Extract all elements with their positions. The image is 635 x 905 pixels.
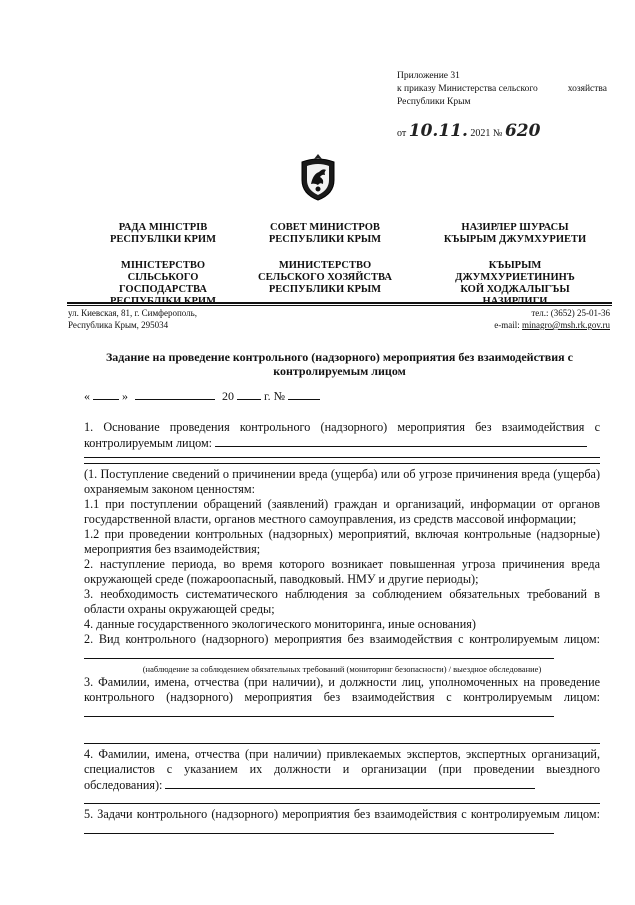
header-rule: [67, 302, 612, 304]
list-item: 2. наступление периода, во время которого возникает повышенная угроза причинения вреда окружающей среде (пожароопасный, паводковый. НМУ и другие периоды);: [84, 557, 600, 586]
experts-blank: [165, 777, 535, 789]
postal-address: ул. Киевская, 81, г. Симферополь, Республика Крым, 295034: [68, 308, 198, 330]
basis-blank: [215, 435, 587, 447]
list-item: 1.2 при проведении контрольных (надзорных) мероприятий, включая контрольные (надзорные) мероприятия без взаимодействия;: [84, 527, 600, 556]
email-link[interactable]: minagro@msh.rk.gov.ru: [522, 320, 610, 330]
list-item: 1.1 при поступлении обращений (заявлений) граждан и организаций, информации от органов государственной власти, органов местного самоуправления, из средств массовой информации;: [84, 497, 600, 526]
section-3: 3. Фамилии, имена, отчества (при наличии), и должности лиц, уполномоченных на проведение контрольного (надзорного) мероприятия без взаимодействия с контролируемым лицом:: [84, 675, 600, 721]
handwritten-number: 620: [504, 121, 541, 141]
appendix-line-3: Республики Крым: [397, 97, 471, 107]
appendix-line-2: к приказу Министерства сельского: [397, 84, 538, 94]
day-blank: [93, 387, 119, 400]
crimea-emblem-icon: [298, 152, 338, 202]
list-item: 3. необходимость систематического наблюдения за соблюдением обязательных требований в области охраны окружающей среды;: [84, 587, 600, 616]
header-russian: СОВЕТ МИНИСТРОВ РЕСПУБЛИКИ КРЫМ МИНИСТЕРСТВО СЕЛЬСКОГО ХОЗЯЙСТВА РЕСПУБЛИКИ КРЫМ: [258, 222, 392, 295]
date-number-line: « » 20 г. №: [84, 387, 320, 404]
section-1-options: [84, 463, 600, 721]
appendix-block: [397, 70, 607, 140]
section-2: 2. Вид контрольного (надзорного) мероприятия без взаимодействия с контролируемым лицом:: [84, 632, 600, 663]
section-1: 1. Основание проведения контрольного (надзорного) мероприятия без взаимодействия с контролируемым лицом:: [84, 420, 600, 458]
officials-blank: [84, 705, 554, 717]
year-blank: [237, 387, 261, 400]
contact-info: тел.: (3652) 25-01-36 e-mail: minagro@msh.rk.gov.ru: [494, 308, 610, 330]
type-blank: [84, 647, 554, 659]
section-4: 4. Фамилии, имена, отчества (при наличии) привлекаемых экспертов, экспертных организаций, специалистов с указанием их должности и организации (при проведении выездного обследования):: [84, 743, 600, 793]
section-2-hint: (наблюдение за соблюдением обязательных требований (мониторинг безопасности) / выездное обследование): [142, 664, 542, 674]
header-ukrainian: РАДА МІНІСТРІВ РЕСПУБЛІКИ КРИМ МІНІСТЕРСТВО СІЛЬСЬКОГО ГОСПОДАРСТВА: [110, 222, 216, 295]
appendix-line-2-end: хозяйства: [567, 84, 607, 94]
list-item: 4. данные государственного экологического мониторинга, иные основания): [84, 617, 476, 631]
header-rule-thin: [67, 305, 612, 306]
tasks-blank: [84, 822, 554, 834]
handwritten-date: 10.11.: [408, 121, 468, 141]
list-item: (1. Поступление сведений о причинении вреда (ущерба) или об угрозе причинения вреда (ущерба) охраняемым законом ценностям:: [84, 467, 600, 496]
order-date-line: от 10.11. 2021 № 620: [397, 121, 541, 141]
month-blank: [135, 387, 215, 400]
header-crimean-tatar: НАЗИРЛЕР ШУРАСЫ КЪЫРЫМ ДЖУМХУРИЕТИ КЪЫРЫМ ДЖУМХУРИЕТИНИНЪ КОЙ ХОДЖАЛЫГЪЫ: [443, 222, 587, 295]
number-blank: [288, 387, 320, 400]
section-5: 5. Задачи контрольного (надзорного) мероприятия без взаимодействия с контролируемым лицом:: [84, 803, 600, 838]
document-title: Задание на проведение контрольного (надзорного) мероприятия без взаимодействия с контролируемым лицом: [105, 350, 574, 378]
appendix-line-1: Приложение 31: [397, 71, 460, 81]
phone: тел.: (3652) 25-01-36: [531, 308, 610, 318]
